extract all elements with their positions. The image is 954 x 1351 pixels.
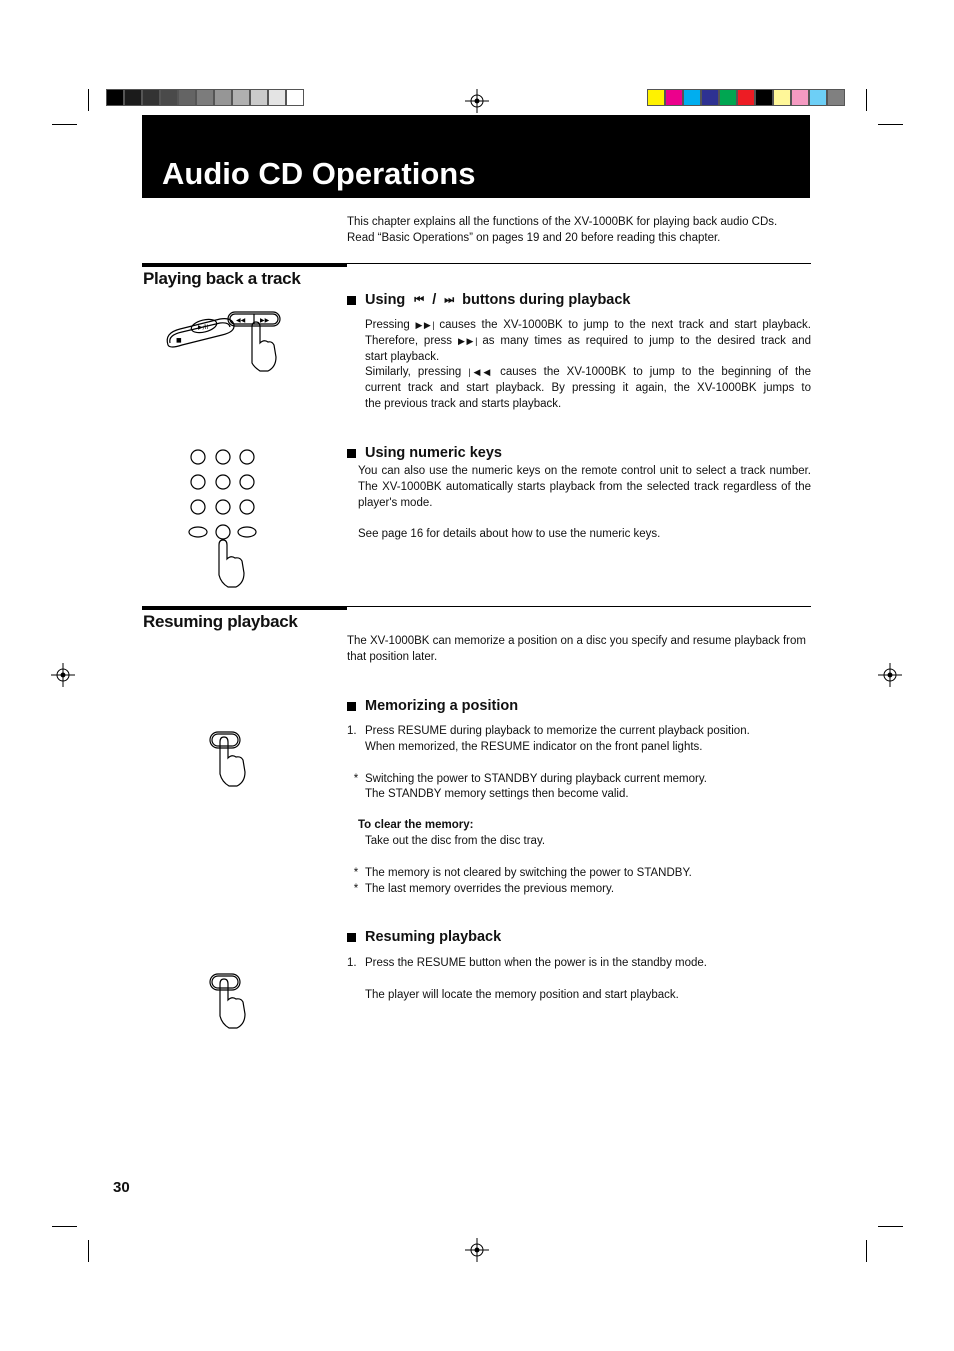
bullet-square-icon [347, 449, 356, 458]
note-asterisk: * [353, 772, 359, 785]
color-swatch [791, 89, 809, 106]
body-text: The XV-1000BK can memorize a position on a disc you specify and resume playback from that position later. [347, 635, 806, 663]
body-text: The STANDBY memory settings then become valid. [365, 788, 629, 801]
section-rule [142, 263, 347, 267]
body-text: start playback. [365, 350, 440, 363]
color-swatch [286, 89, 304, 106]
svg-text:■: ■ [176, 337, 182, 344]
color-swatch [827, 89, 845, 106]
step-number: 1. [347, 957, 357, 969]
body-text: causes the XV-1000BK to jump to the beginning of the [500, 366, 811, 379]
color-swatch [160, 89, 178, 106]
section-heading-resuming: Resuming playback [143, 612, 298, 631]
resume-button-illustration-icon [205, 970, 255, 1032]
body-text: Press the RESUME button when the power is in the standby mode. [365, 957, 707, 969]
subheading-memorizing [347, 698, 518, 714]
body-text: See page 16 for details about how to use the numeric keys. [358, 528, 661, 541]
color-swatch [178, 89, 196, 106]
body-text: Switching the power to STANDBY during playback current memory. [365, 772, 707, 785]
body-text: causes the XV-1000BK to jump to the next track and start playback. [439, 319, 811, 331]
color-swatch [737, 89, 755, 106]
bullet-square-icon [347, 296, 356, 305]
color-swatch [196, 89, 214, 106]
color-swatch [250, 89, 268, 106]
page-number: 30 [113, 1179, 130, 1196]
section-heading-playing-back: Playing back a track [143, 269, 301, 288]
color-swatch-bar [647, 89, 845, 106]
registration-mark-icon [878, 663, 902, 687]
color-swatch [683, 89, 701, 106]
resuming-body [347, 956, 813, 1004]
skip-previous-icon: |◀◀ [468, 367, 494, 378]
skip-next-icon: ▶▶| [415, 320, 434, 330]
skip-next-icon: ▶▶| [457, 335, 477, 346]
registration-mark-icon [465, 89, 489, 113]
memorizing-body [347, 724, 813, 897]
body-text: Press RESUME during playback to memorize the current playback position. [365, 725, 750, 737]
body-text: Similarly, pressing [365, 366, 462, 379]
body-text: Therefore, press [365, 334, 453, 347]
skip-buttons-body [365, 318, 811, 413]
color-swatch [755, 89, 773, 106]
color-swatch [106, 89, 124, 106]
body-text: You can also use the numeric keys on the remote control unit to select a track number. The XV-1000BK automatically starts playback from the selected track regardless of the player's mode. [358, 465, 811, 509]
subheading-text: Memorizing a position [365, 698, 519, 714]
skip-next-icon: ⏭ [444, 293, 455, 306]
subheading-text: buttons during playback [462, 292, 631, 308]
svg-text:▶/II: ▶/II [198, 324, 209, 331]
registration-mark-icon [465, 1238, 489, 1262]
section-rule [347, 263, 811, 264]
numeric-keypad-illustration-icon [185, 447, 263, 592]
color-swatch [647, 89, 665, 106]
bullet-square-icon [347, 933, 356, 942]
numeric-keys-body [358, 464, 811, 543]
color-swatch [665, 89, 683, 106]
color-swatch [124, 89, 142, 106]
color-swatch [142, 89, 160, 106]
registration-mark-icon [51, 663, 75, 687]
intro-text [347, 215, 813, 247]
remote-skip-buttons-illustration-icon [160, 305, 285, 375]
svg-text:◀◀: ◀◀ [236, 317, 246, 324]
subheading-resuming-playback [347, 929, 501, 945]
body-text: current track and start playback. By pressing it again, the XV-1000BK jumps to [365, 382, 811, 395]
color-swatch [232, 89, 250, 106]
gray-swatch-bar [106, 89, 304, 106]
step-number: 1. [347, 725, 357, 737]
color-swatch [773, 89, 791, 106]
skip-previous-icon: ⏮ [414, 293, 425, 306]
subheading-text: Resuming playback [365, 929, 502, 945]
color-swatch [268, 89, 286, 106]
note-asterisk: * [353, 882, 359, 895]
page-title: Audio CD Operations [162, 156, 476, 191]
body-text: The player will locate the memory position and start playback. [365, 988, 679, 1001]
title-bar [142, 115, 810, 198]
body-text: Pressing [365, 319, 410, 331]
body-text: The memory is not cleared by switching the power to STANDBY. [365, 866, 692, 879]
subheading-skip-buttons [347, 292, 631, 308]
subheading-separator: / [432, 292, 437, 308]
intro-line: This chapter explains all the functions of the XV-1000BK for playing back audio CDs. [347, 216, 778, 228]
subheading-text: Using numeric keys [365, 445, 502, 461]
body-text: as many times as required to jump to the desired track and [482, 334, 811, 347]
body-text: When memorized, the RESUME indicator on the front panel lights. [365, 740, 703, 753]
color-swatch [719, 89, 737, 106]
body-text: The last memory overrides the previous memory. [365, 882, 615, 895]
resume-button-illustration-icon [205, 728, 255, 790]
color-swatch [214, 89, 232, 106]
subheading-text: Using [365, 292, 406, 308]
resuming-intro [347, 634, 813, 666]
intro-line: Read “Basic Operations” on pages 19 and 20 before reading this chapter. [347, 231, 721, 244]
body-text: the previous track and starts playback. [365, 397, 562, 410]
color-swatch [701, 89, 719, 106]
clear-memory-label: To clear the memory: [358, 819, 474, 832]
section-rule [142, 606, 347, 610]
note-asterisk: * [353, 866, 359, 879]
section-rule [347, 606, 811, 607]
bullet-square-icon [347, 702, 356, 711]
body-text: Take out the disc from the disc tray. [365, 834, 546, 847]
svg-text:▶▶: ▶▶ [260, 317, 270, 324]
color-swatch [809, 89, 827, 106]
subheading-numeric-keys [347, 445, 502, 461]
